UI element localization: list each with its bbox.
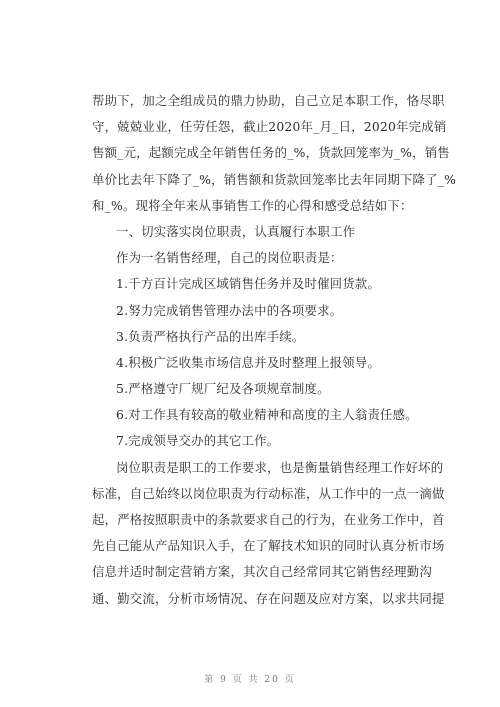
- paragraph-line: 帮助下，加之全组成员的鼎力协助，自己立足本职工作，恪尽职: [92, 93, 445, 108]
- body-text: [92, 88, 457, 612]
- paragraph-line: 守，兢兢业业，任劳任怨，截止2020年_月_日，2020年完成销: [92, 119, 447, 135]
- paragraph-line: 通、勤交流，分析市场情况、存在问题及应对方案，以求共同提: [92, 590, 445, 606]
- section-heading: 一、切实落实岗位职责，认真履行本职工作: [116, 223, 356, 239]
- paragraph-line: 售额_元，起额完成全年销售任务的_%，货款回笼率为_%，销售: [92, 145, 450, 161]
- list-item: 6.对工作具有较高的敬业精神和高度的主人翁责任感。: [116, 407, 418, 423]
- list-item: 7.完成领导交办的其它工作。: [116, 433, 280, 449]
- list-item: 2.努力完成销售管理办法中的各项要求。: [116, 302, 343, 318]
- list-item: 3.负责严格执行产品的出库手续。: [116, 328, 305, 344]
- paragraph-line: 信息并适时制定营销方案，其次自己经常同其它销售经理勤沟: [92, 564, 432, 580]
- page-number-footer: 第 9 页 共 20 页: [204, 675, 296, 685]
- paragraph-line: 起，严格按照职责中的条款要求自己的行为，在业务工作中，首: [92, 512, 445, 527]
- paragraph-line: 先自己能从产品知识入手，在了解技术知识的同时认真分析市场: [92, 538, 445, 554]
- list-item: 5.严格遵守厂规厂纪及各项规章制度。: [116, 381, 330, 397]
- paragraph-line: 单价比去年下降了_%，销售额和货款回笼率比去年同期下降了_%: [92, 171, 457, 187]
- list-item: 4.积极广泛收集市场信息并及时整理上报领导。: [116, 354, 381, 370]
- paragraph-line: 和_%。现将全年来从事销售工作的心得和感受总结如下：: [92, 197, 413, 213]
- paragraph-line: 标准，自己始终以岗位职责为行动标准，从工作中的一点一滴做: [92, 485, 445, 501]
- paragraph-line: 岗位职责是职工的工作要求，也是衡量销售经理工作好坏的: [116, 459, 444, 475]
- paragraph-line: 作为一名销售经理，自己的岗位职责是：: [116, 250, 343, 266]
- list-item: 1.千方百计完成区域销售任务并及时催回货款。: [116, 276, 381, 292]
